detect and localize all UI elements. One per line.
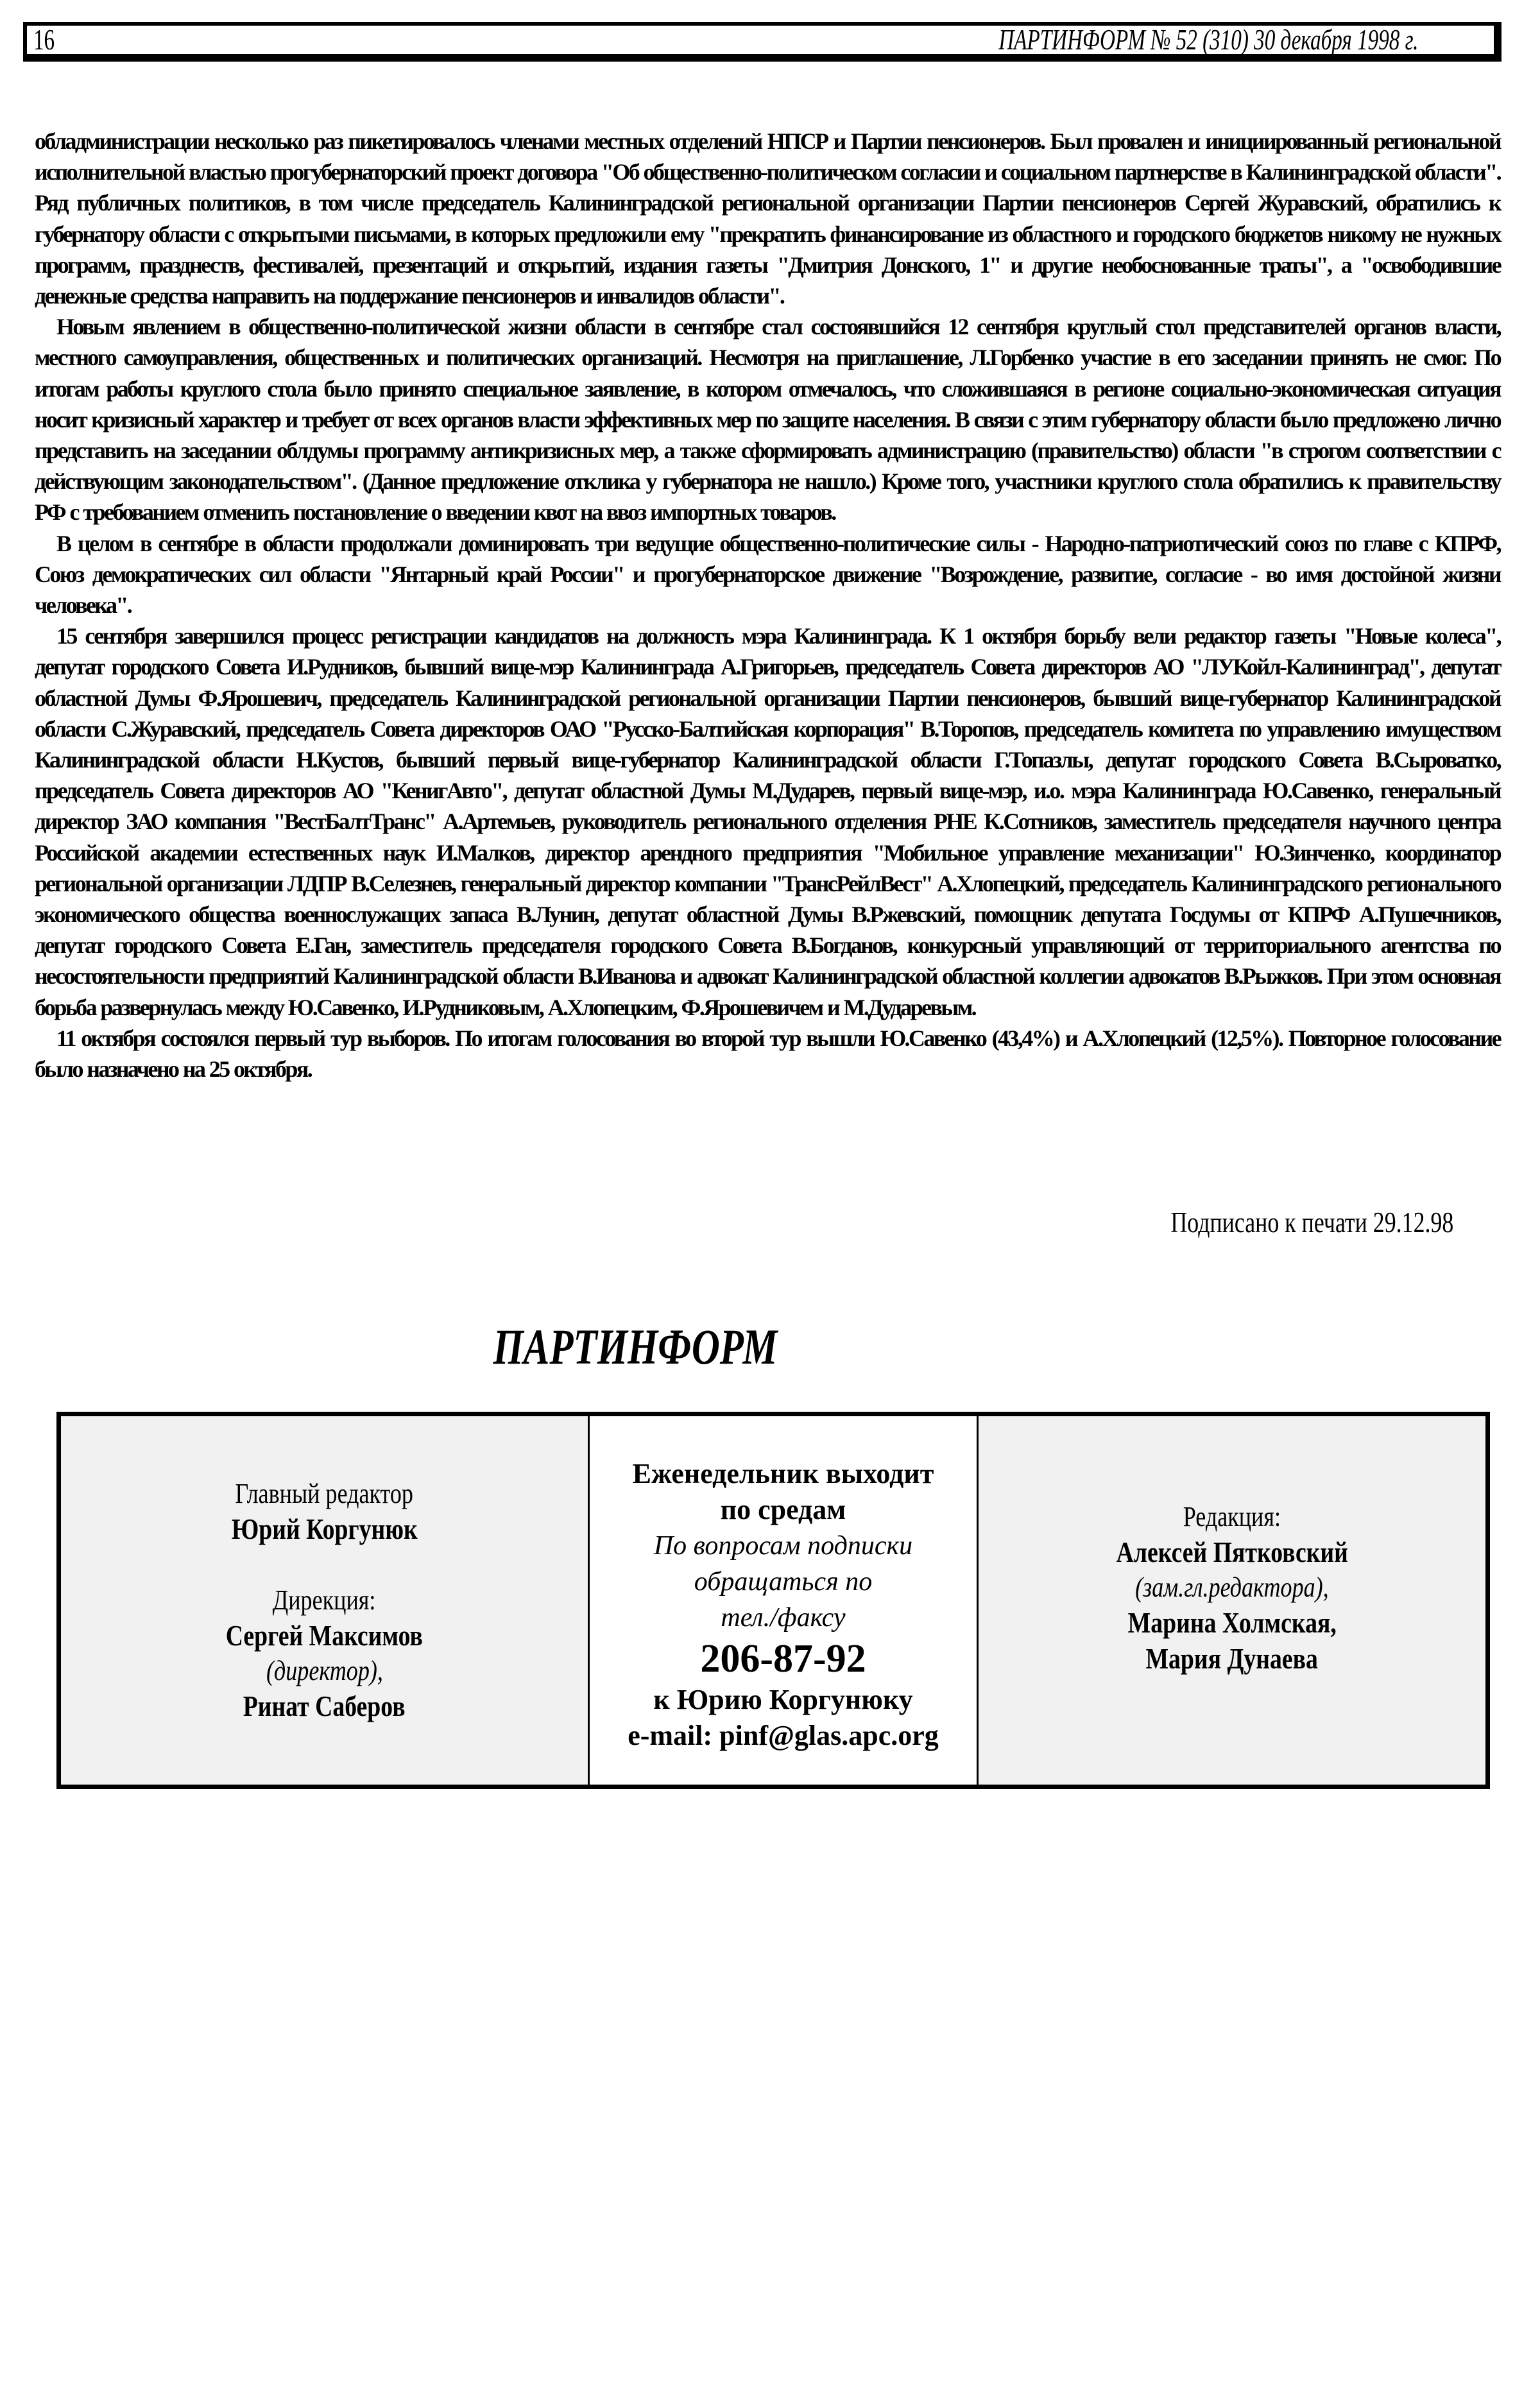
masthead-title: ПАРТИНФОРМ (493, 1319, 778, 1375)
editorial-name: Алексей Пятковский (1116, 1536, 1348, 1568)
second-director-name: Ринат Саберов (243, 1690, 406, 1722)
phone-number: 206-87-92 (700, 1637, 866, 1681)
imprint-right-column (979, 1416, 1485, 1785)
editorial-name: Марина Холмская, (1127, 1606, 1337, 1639)
paragraph: обладминистрации несколько раз пикетировалось членами местных отделений НПСР и Партии пенсионеров. Был провален и инициированный региональной исполнительной властью прогубернаторский проект договора "Об общественно-политическом согласии и социальном партнерстве в Калининградской области". Ряд публичных политиков, в том числе председатель Калининградской региональной организации Партии пенсионеров Сергей Журавский, обратились к губернатору области с открытыми письмами, в которых предложили ему "прекратить финансирование из областного и городского бюджетов никому не нужных программ, празднеств, фестивалей, презентаций и открытий, издания газеты "Дмитрия Донского, 1" и другие необоснованные траты", а "освободившие денежные средства направить на поддержание пенсионеров и инвалидов области". (35, 128, 1500, 309)
contact-person: к Юрию Коргунюку (653, 1684, 913, 1715)
masthead (0, 1319, 1540, 1375)
publication-schedule: Еженедельник выходит (632, 1458, 934, 1489)
imprint-box (56, 1412, 1490, 1789)
editorial-name: Мария Дунаева (1145, 1642, 1319, 1675)
editor-label: Главный редактор (235, 1478, 414, 1509)
page-number: 16 (33, 23, 55, 56)
editor-name: Юрий Коргунюк (231, 1512, 418, 1545)
page-header (23, 22, 1502, 62)
director-name: Сергей Максимов (225, 1619, 424, 1652)
subscription-note: По вопросам подписки (653, 1531, 913, 1561)
editorial-label: Редакция: (1183, 1501, 1281, 1532)
issue-title: ПАРТИНФОРМ № 52 (310) 30 декабря 1998 г. (998, 23, 1418, 56)
signed-to-print: Подписано к печати 29.12.98 (1170, 1206, 1453, 1238)
paragraph: В целом в сентябре в области продолжали доминировать три ведущие общественно-политические силы - Народно-патриотический союз по главе с КПРФ, Союз демократических сил области "Янтарный край России" и прогубернаторское движение "Возрождение, развитие, согласие - во имя достойной жизни человека". (35, 530, 1500, 619)
editorial-role: (зам.гл.редактора), (1135, 1572, 1329, 1603)
paragraph: 11 октября состоялся первый тур выборов. По итогам голосования во второй тур вышли Ю.Савенко (43,4%) и А.Хлопецкий (12,5%). Повторное голосование было назначено на 25 октября. (35, 1025, 1500, 1083)
imprint-left-column (61, 1416, 590, 1785)
article-body (35, 126, 1500, 1084)
directorate-label: Дирекция: (273, 1584, 376, 1616)
publication-day: по средам (720, 1494, 846, 1525)
paragraph: 15 сентября завершился процесс регистрации кандидатов на должность мэра Калининграда. К 1 октября борьбу вели редактор газеты "Новые колеса", депутат городского Совета И.Рудников, бывший вице-мэр Калининграда А.Григорьев, председатель Совета директоров АО "ЛУКойл-Калининград", депутат областной Думы Ф.Ярошевич, председатель Калининградской региональной организации Партии пенсионеров, бывший вице-губернатор Калининградской области С.Журавский, председатель Совета директоров ОАО "Русско-Балтийская корпорация" В.Торопов, председатель комитета по управлению имуществом Калининградской области Н.Кустов, бывший первый вице-губернатор Калининградской области Г.Топазлы, депутат городского Совета В.Сыроватко, председатель Совета директоров АО "КенигАвто", депутат областной Думы М.Дударев, первый вице-мэр, и.о. мэра Калининграда Ю.Савенко, генеральный директор ЗАО компания "ВестБалтТранс" А.Артемьев, руководитель регионального отделения РНЕ К.Сотников, заместитель председателя научного центра Российской академии естественных наук И.Малков, директор арендного предприятия "Мобильное управление механизации" Ю.Зинченко, координатор региональной организации ЛДПР В.Селезнев, генеральный директор компании "ТрансРейлВест" А.Хлопецкий, председатель Калининградского регионального экономического общества военнослужащих запаса В.Лунин, депутат областной Думы В.Ржевский, помощник депутата Госдумы от КПРФ А.Пушечников, депутат городского Совета Е.Ган, заместитель председателя городского Совета В.Богданов, конкурсный управляющий от территориального агентства по несостоятельности предприятий Калининградской области В.Иванова и адвокат Калининградской областной коллегии адвокатов В.Рыжков. При этом основная борьба развернулась между Ю.Савенко, И.Рудниковым, А.Хлопецким, Ф.Ярошевичем и М.Дударевым. (35, 623, 1500, 1020)
paragraph: Новым явлением в общественно-политической жизни области в сентябре стал состоявшийся 12 сентября круглый стол представителей органов власти, местного самоуправления, общественных и политических организаций. Несмотря на приглашение, Л.Горбенко участие в его заседании принять не смог. По итогам работы круглого стола было принято специальное заявление, в котором отмечалось, что сложившаяся в регионе социально-экономическая ситуация носит кризисный характер и требует от всех органов власти эффективных мер по защите населения. В связи с этим губернатору области было предложено лично представить на заседании облдумы программу антикризисных мер, а также сформировать администрацию (правительство) области "в строгом соответствии с действующим законодательством". (Данное предложение отклика у губернатора не нашло.) Кроме того, участники круглого стола обратились к правительству РФ с требованием отменить постановление о введении квот на ввоз импортных товаров. (35, 314, 1500, 526)
subscription-note: обращаться по (694, 1567, 873, 1597)
director-role: (директор), (266, 1655, 383, 1686)
email-address[interactable]: e-mail: pinf@glas.apc.org (628, 1720, 939, 1751)
subscription-note: тел./факсу (721, 1603, 846, 1632)
imprint-middle-column (590, 1416, 979, 1785)
